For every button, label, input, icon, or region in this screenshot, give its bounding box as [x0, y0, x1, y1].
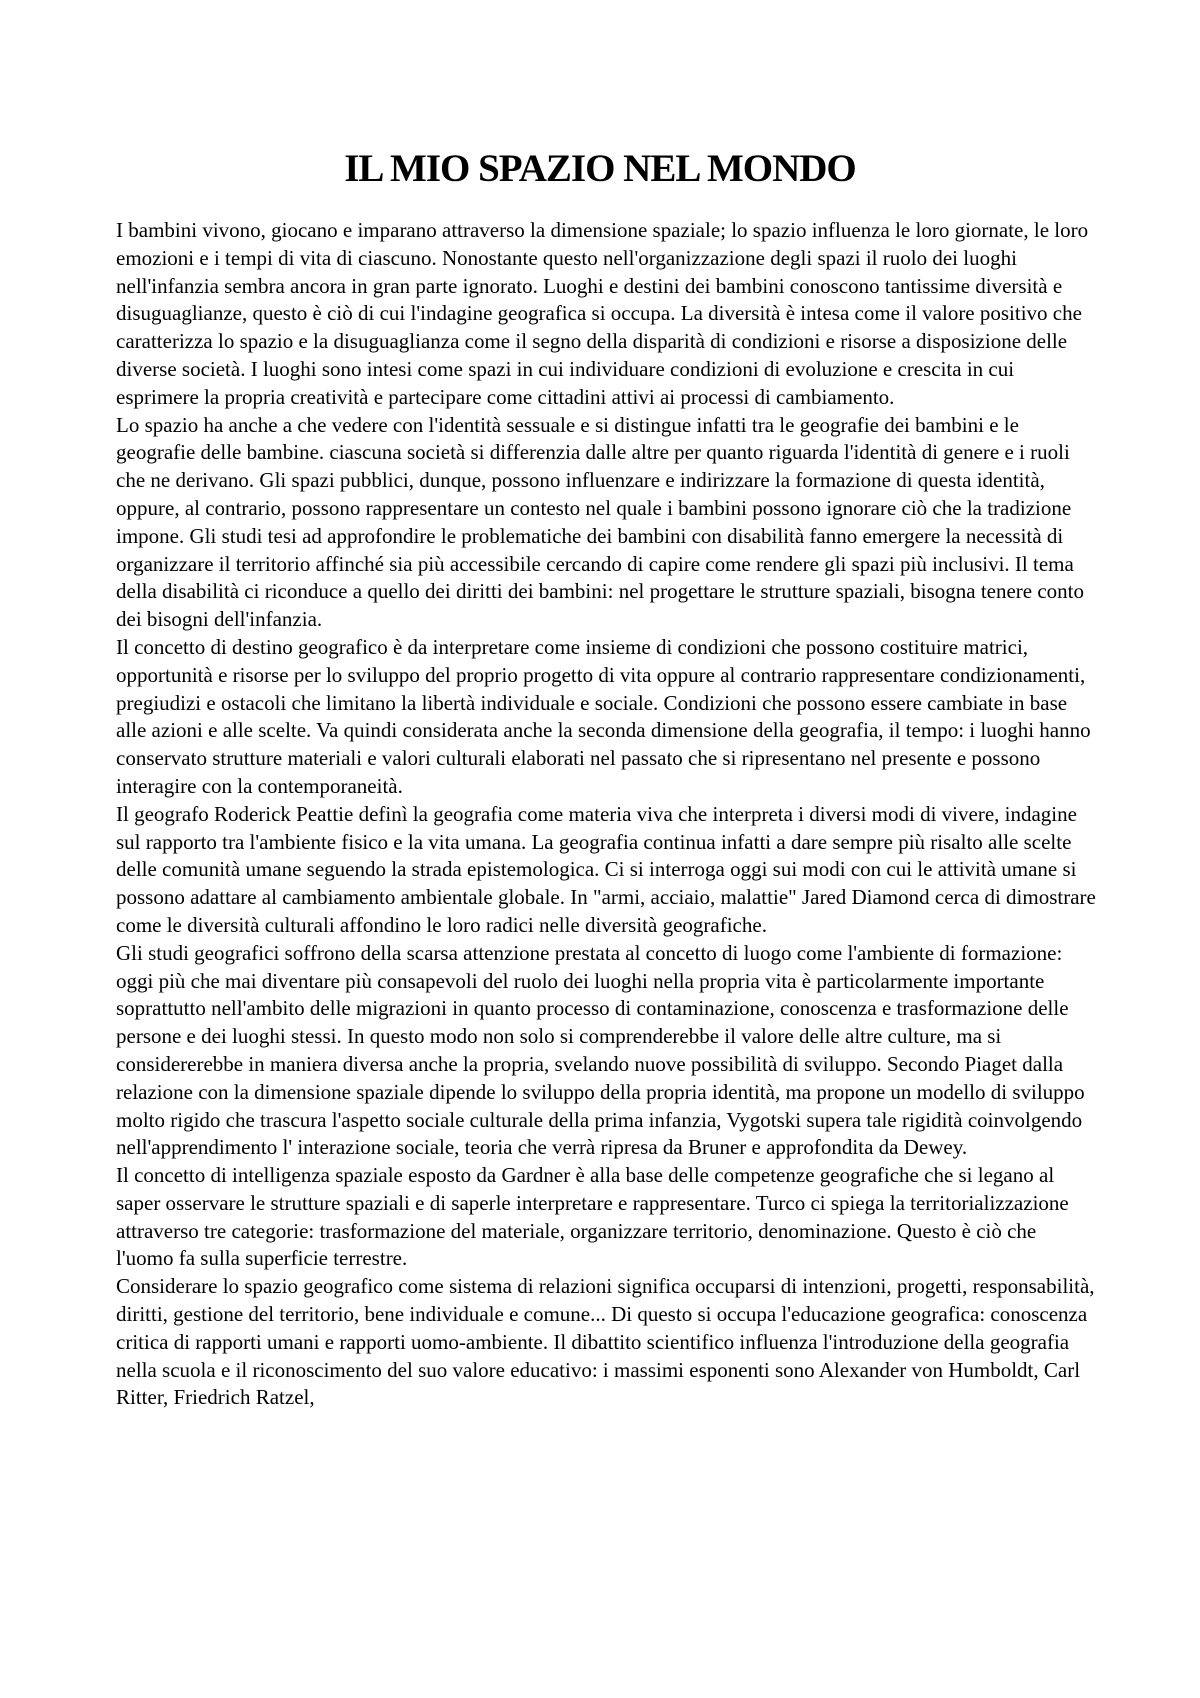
paragraph: Gli studi geografici soffrono della scarsa attenzione prestata al concetto di luogo come l'ambiente di formazione: oggi più che mai diventare più consapevoli del ruolo dei luoghi nella propria vita è particolarmente importante soprattutto nell'ambito delle migrazioni in quanto processo di contaminazione, conoscenza e trasformazione delle persone e dei luoghi stessi. In questo modo non solo si comprenderebbe il valore delle altre culture, ma si considererebbe in maniera diversa anche la propria, svelando nuove possibilità di sviluppo. Secondo Piaget dalla relazione con la dimensione spaziale dipende lo sviluppo della propria identità, ma propone un modello di sviluppo molto rigido che trascura l'aspetto sociale culturale della prima infanzia, Vygotski supera tale rigidità coinvolgendo nell'apprendimento l' interazione sociale, teoria che verrà ripresa da Bruner e approfondita da Dewey. — [116, 940, 1085, 1160]
paragraph: Il concetto di intelligenza spaziale esposto da Gardner è alla base delle competenze geografiche che si legano al saper osservare le strutture spaziali e di saperle interpretare e rappresentare. Turco ci spiega la territorializzazione attraverso tre categorie: trasformazione del materiale, organizzare territorio, denominazione. Questo è ciò che l'uomo fa sulla superficie terrestre. — [116, 1163, 1069, 1271]
document-body — [116, 217, 1098, 1412]
paragraph: Il concetto di destino geografico è da interpretare come insieme di condizioni che possono costituire matrici, opportunità e risorse per lo sviluppo del proprio progetto di vita oppure al contrario rappresentare condizionamenti, pregiudizi e ostacoli che limitano la libertà individuale e sociale. Condizioni che possono essere cambiate in base alle azioni e alle scelte. Va quindi considerata anche la seconda dimensione della geografia, il tempo: i luoghi hanno conservato strutture materiali e valori culturali elaborati nel passato che si ripresentano nel presente e possono interagire con la contemporaneità. — [116, 634, 1091, 798]
paragraph: I bambini vivono, giocano e imparano attraverso la dimensione spaziale; lo spazio influenza le loro giornate, le loro emozioni e i tempi di vita di ciascuno. Nonostante questo nell'organizzazione degli spazi il ruolo dei luoghi nell'infanzia sembra ancora in gran parte ignorato. Luoghi e destini dei bambini conoscono tantissime diversità e disuguaglianze, questo è ciò di cui l'indagine geografica si occupa. La diversità è intesa come il valore positivo che caratterizza lo spazio e la disuguaglianza come il segno della disparità di condizioni e risorse a disposizione delle diverse società. I luoghi sono intesi come spazi in cui individuare condizioni di evoluzione e crescita in cui esprimere la propria creatività e partecipare come cittadini attivi ai processi di cambiamento. — [116, 218, 1089, 409]
paragraph: Considerare lo spazio geografico come sistema di relazioni significa occuparsi di intenzioni, progetti, responsabilità, diritti, gestione del territorio, bene individuale e comune... Di questo si occupa l'educazione geografica: conoscenza critica di rapporti umani e rapporti uomo-ambiente. Il dibattito scientifico influenza l'introduzione della geografia nella scuola e il riconoscimento del suo valore educativo: i massimi esponenti sono Alexander von Humboldt, Carl Ritter, Friedrich Ratzel, — [116, 1274, 1095, 1410]
paragraph: Il geografo Roderick Peattie definì la geografia come materia viva che interpreta i diversi modi di vivere, indagine sul rapporto tra l'ambiente fisico e la vita umana. La geografia continua infatti a dare sempre più risalto alle scelte delle comunità umane seguendo la strada epistemologica. Ci si interroga oggi sui modi con cui le attività umane si possono adattare al cambiamento ambientale globale. In "armi, acciaio, malattie" Jared Diamond cerca di dimostrare come le diversità culturali affondino le loro radici nelle diversità geografiche. — [116, 801, 1096, 937]
page-title: IL MIO SPAZIO NEL MONDO — [344, 147, 856, 190]
paragraph: Lo spazio ha anche a che vedere con l'identità sessuale e si distingue infatti tra le geografie dei bambini e le geografie delle bambine. ciascuna società si differenzia dalle altre per quanto riguarda l'identità di genere e i ruoli che ne derivano. Gli spazi pubblici, dunque, possono influenzare e indirizzare la formazione di questa identità, oppure, al contrario, possono rappresentare un contesto nel quale i bambini possono ignorare ciò che la tradizione impone. Gli studi tesi ad approfondire le problematiche dei bambini con disabilità fanno emergere la necessità di organizzare il territorio affinché sia più accessibile cercando di capire come rendere gli spazi più inclusivi. Il tema della disabilità ci riconduce a quello dei diritti dei bambini: nel progettare le strutture spaziali, bisogna tenere conto dei bisogni dell'infanzia. — [116, 412, 1085, 632]
